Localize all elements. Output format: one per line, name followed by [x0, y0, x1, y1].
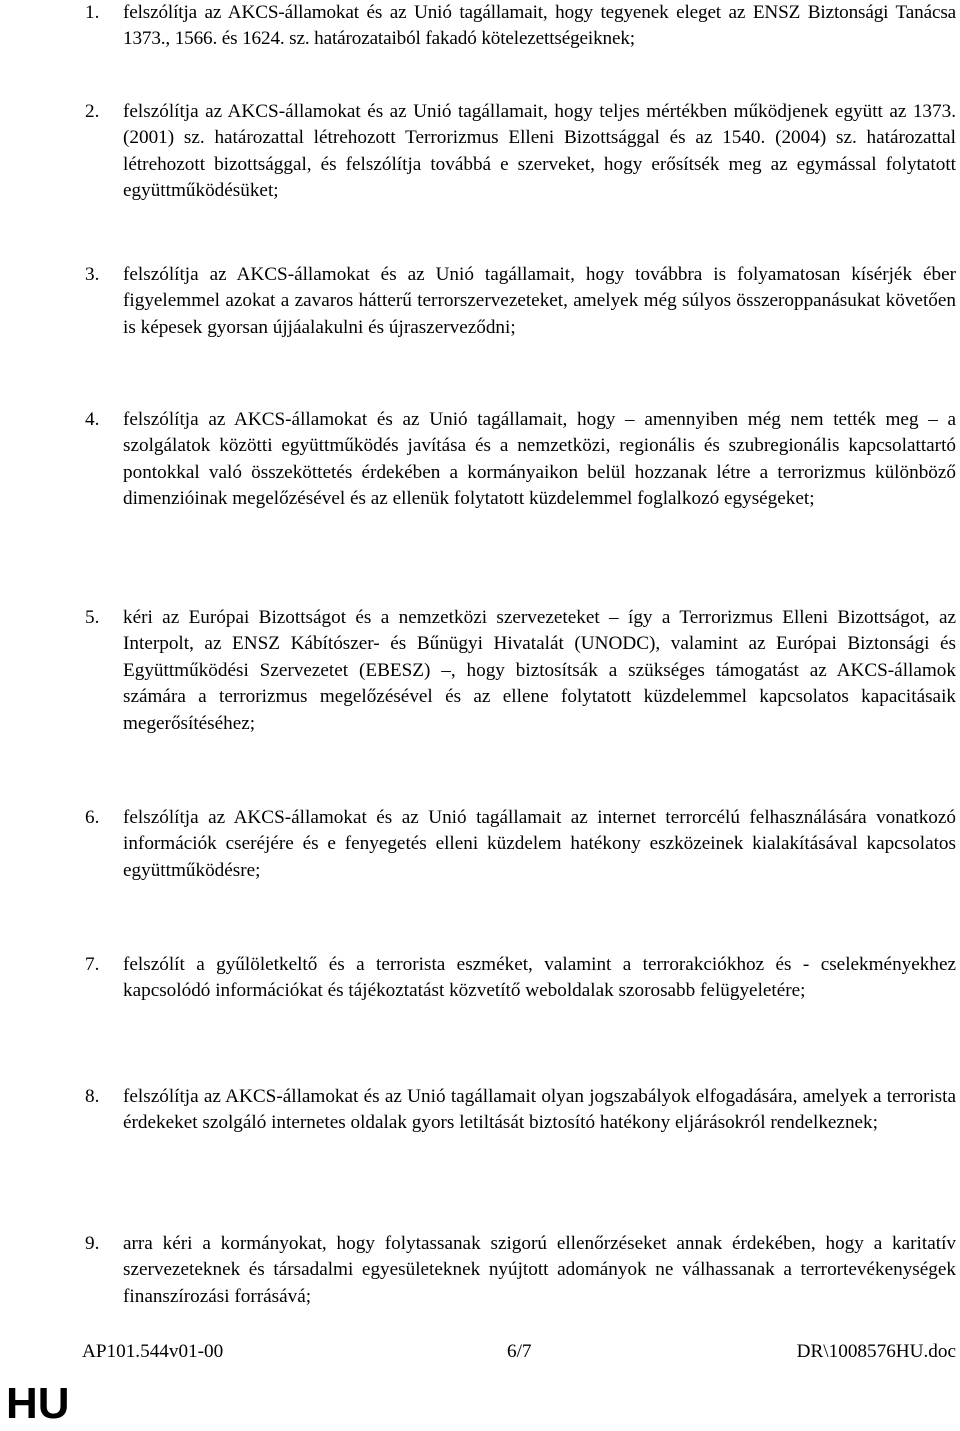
item-text: arra kéri a kormányokat, hogy folytassanak szigorú ellenőrzéseket annak érdekében, hogy a karitatív szervezeteknek és társadalmi egyesületeknek nyújtott adományok ne válhassanak a terrortevékenységek finanszírozási forrásává;	[123, 1233, 956, 1307]
item-number: 3.	[85, 264, 100, 285]
file-name: DR\1008576HU.doc	[796, 1341, 956, 1362]
document-reference: AP101.544v01-00	[82, 1341, 224, 1362]
page-number: 6/7	[507, 1341, 532, 1362]
item-number: 5.	[85, 607, 100, 628]
item-number: 9.	[85, 1233, 100, 1254]
item-number: 2.	[85, 101, 100, 122]
item-text: kéri az Európai Bizottságot és a nemzetközi szervezeteket – így a Terrorizmus Elleni Bizottságot, az Interpolt, az ENSZ Kábítószer- és Bűnügyi Hivatalát (UNODC), valamint az Európai Biztonsági és Együttműködési Szervezetet (EBESZ) –, hogy biztosítsák a szükséges támogatást az AKCS-államok számára a terrorizmus megelőzésével és az ellene folytatott küzdelemmel kapcsolatos kapacitásaik megerősítéséhez;	[123, 607, 956, 734]
item-text: felszólítja az AKCS-államokat és az Unió tagállamait az internet terrorcélú felhasználására vonatkozó információk cseréjére és e fenyegetés elleni küzdelem hatékony eszközeinek kialakításával kapcsolatos együttműködésre;	[123, 807, 956, 881]
item-number: 1.	[85, 2, 100, 23]
item-number: 8.	[85, 1086, 100, 1107]
page-footer	[0, 1338, 960, 1366]
item-text: felszólítja az AKCS-államokat és az Unió tagállamait, hogy továbbra is folyamatosan kísérjék éber figyelemmel azokat a zavaros hátterű terrorszervezeteket, amelyek még súlyos összeroppanásukat követően is képesek gyorsan újjáalakulni és újraszerveződni;	[123, 264, 956, 338]
language-code: HU	[6, 1379, 70, 1428]
item-text: felszólítja az AKCS-államokat és az Unió tagállamait, hogy – amennyiben még nem tették meg – a szolgálatok közötti együttműködés javítása és a nemzetközi, regionális és szubregionális kapcsolattartó pontokkal való összeköttetés érdekében a kormányaikon belül hozzanak létre a terrorizmus különböző dimenzióinak megelőzésével és az ellenük folytatott küzdelemmel foglalkozó egységeket;	[123, 409, 956, 510]
item-text: felszólítja az AKCS-államokat és az Unió tagállamait olyan jogszabályok elfogadására, amelyek a terrorista érdekeket szolgáló internetes oldalak gyors letiltását biztosító hatékony eljárásokról rendelkeznek;	[123, 1086, 956, 1134]
item-number: 6.	[85, 807, 100, 828]
item-number: 7.	[85, 954, 100, 975]
item-text: felszólít a gyűlöletkeltő és a terrorista eszméket, valamint a terrorakciókhoz és - cselekményekhez kapcsolódó információkat és tájékoztatást közvetítő weboldalak szorosabb felügyeletére;	[123, 954, 956, 1002]
item-number: 4.	[85, 409, 100, 430]
item-text: felszólítja az AKCS-államokat és az Unió tagállamait, hogy teljes mértékben működjenek együtt az 1373. (2001) sz. határozattal létrehozott Terrorizmus Elleni Bizottsággal és az 1540. (2004) sz. határozattal létrehozott bizottsággal, és felszólítja továbbá e szerveket, hogy erősítsék meg az egymással folytatott együttműködésüket;	[123, 101, 956, 202]
item-text: felszólítja az AKCS-államokat és az Unió tagállamait, hogy tegyenek eleget az ENSZ Biztonsági Tanácsa 1373., 1566. és 1624. sz. határozataiból fakadó kötelezettségeiknek;	[123, 2, 956, 50]
